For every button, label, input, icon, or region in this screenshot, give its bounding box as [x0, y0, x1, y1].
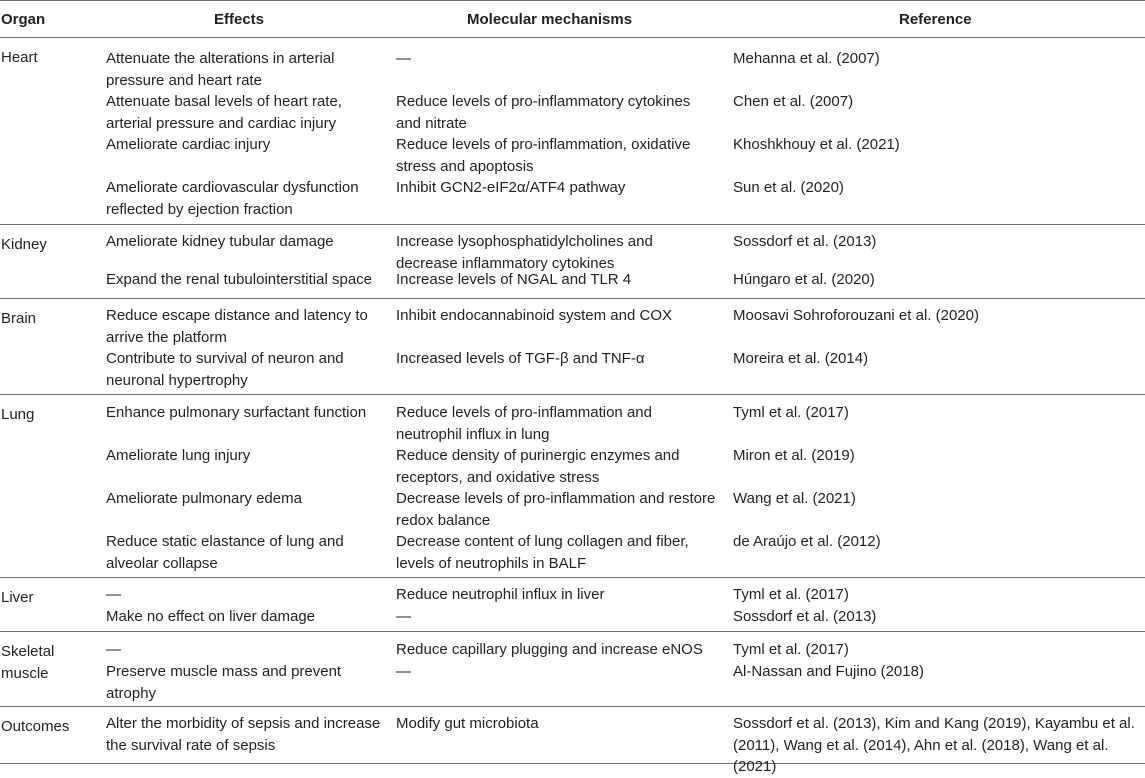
- header-organ: Organ: [1, 11, 46, 28]
- reference-cell: Húngaro et al. (2020): [733, 271, 875, 288]
- organ-cell: Brain: [1, 310, 37, 327]
- reference-cell: de Araújo et al. (2012): [733, 533, 881, 550]
- effect-cell: Ameliorate kidney tubular damage: [106, 233, 334, 250]
- mechanism-cell: Reduce levels of pro-inflammatory cytokines and nitrate: [396, 93, 691, 132]
- organ-cell: Skeletal muscle: [1, 643, 55, 682]
- reference-cell: Sossdorf et al. (2013): [733, 608, 877, 625]
- mechanism-cell: —: [396, 50, 411, 67]
- table-row-group: [0, 38, 1145, 225]
- reference-cell: Khoshkhouy et al. (2021): [733, 136, 900, 153]
- effect-cell: Ameliorate cardiovascular dysfunction reflected by ejection fraction: [106, 179, 359, 218]
- effect-cell: Alter the morbidity of sepsis and increase the survival rate of sepsis: [106, 715, 381, 754]
- reference-cell: Sossdorf et al. (2013): [733, 233, 877, 250]
- reference-cell: Sun et al. (2020): [733, 179, 844, 196]
- reference-cell: Moosavi Sohroforouzani et al. (2020): [733, 307, 979, 324]
- effect-cell: Ameliorate lung injury: [106, 447, 251, 464]
- reference-cell: Mehanna et al. (2007): [733, 50, 880, 67]
- effect-cell: Ameliorate pulmonary edema: [106, 490, 302, 507]
- effect-cell: Reduce static elastance of lung and alveolar collapse: [106, 533, 344, 572]
- organ-cell: Heart: [1, 49, 38, 66]
- table-row-group: [0, 395, 1145, 578]
- organ-cell: Lung: [1, 406, 35, 423]
- mechanism-cell: —: [396, 608, 411, 625]
- reference-cell: Moreira et al. (2014): [733, 350, 869, 367]
- reference-cell: Sossdorf et al. (2013), Kim and Kang (2019), Kayambu et al. (2011), Wang et al. (2014), Ahn et al. (2018), Wang et al. (2021): [733, 715, 1135, 775]
- reference-cell: Al-Nassan and Fujino (2018): [733, 663, 924, 680]
- mechanism-cell: Decrease content of lung collagen and fiber, levels of neutrophils in BALF: [396, 533, 689, 572]
- effect-cell: Expand the renal tubulointerstitial space: [106, 271, 373, 288]
- mechanism-cell: Reduce levels of pro-inflammation, oxidative stress and apoptosis: [396, 136, 691, 175]
- reference-cell: Miron et al. (2019): [733, 447, 855, 464]
- reference-cell: Wang et al. (2021): [733, 490, 856, 507]
- mechanism-cell: —: [396, 663, 411, 680]
- mechanism-cell: Increased levels of TGF-β and TNF-α: [396, 350, 645, 367]
- header-reference: Reference: [899, 11, 972, 28]
- mechanism-cell: Increase levels of NGAL and TLR 4: [396, 271, 632, 288]
- mechanism-cell: Inhibit GCN2-eIF2α/ATF4 pathway: [396, 179, 626, 196]
- organ-cell: Outcomes: [1, 718, 70, 735]
- effect-cell: Contribute to survival of neuron and neuronal hypertrophy: [106, 350, 344, 389]
- table-row-group: [0, 707, 1145, 775]
- reference-cell: Tyml et al. (2017): [733, 586, 849, 603]
- mechanism-cell: Inhibit endocannabinoid system and COX: [396, 307, 673, 324]
- table-row-group: [0, 632, 1145, 707]
- header-effects: Effects: [214, 11, 265, 28]
- effect-cell: —: [106, 586, 121, 603]
- effect-cell: Make no effect on liver damage: [106, 608, 316, 625]
- reference-cell: Tyml et al. (2017): [733, 404, 849, 421]
- mechanism-cell: Reduce capillary plugging and increase eNOS: [396, 641, 703, 658]
- mechanism-cell: Decrease levels of pro-inflammation and restore redox balance: [396, 490, 716, 529]
- table-header: [0, 0, 1145, 38]
- reference-cell: Chen et al. (2007): [733, 93, 854, 110]
- effect-cell: Attenuate the alterations in arterial pressure and heart rate: [106, 50, 335, 89]
- mechanism-cell: Reduce neutrophil influx in liver: [396, 586, 605, 603]
- table-row-group: [0, 578, 1145, 632]
- mechanism-cell: Modify gut microbiota: [396, 715, 539, 732]
- effect-cell: —: [106, 641, 121, 658]
- mechanism-cell: Increase lysophosphatidylcholines and decrease inflammatory cytokines: [396, 233, 653, 272]
- table-row-group: [0, 299, 1145, 395]
- effect-cell: Reduce escape distance and latency to arrive the platform: [106, 307, 368, 346]
- organ-cell: Kidney: [1, 236, 47, 253]
- effect-cell: Preserve muscle mass and prevent atrophy: [106, 663, 342, 702]
- mechanism-cell: Reduce density of purinergic enzymes and receptors, and oxidative stress: [396, 447, 680, 486]
- reference-cell: Tyml et al. (2017): [733, 641, 849, 658]
- effect-cell: Attenuate basal levels of heart rate, arterial pressure and cardiac injury: [106, 93, 342, 132]
- header-mechanisms: Molecular mechanisms: [467, 11, 633, 28]
- effect-cell: Ameliorate cardiac injury: [106, 136, 271, 153]
- effect-cell: Enhance pulmonary surfactant function: [106, 404, 367, 421]
- organ-cell: Liver: [1, 589, 34, 606]
- mechanism-cell: Reduce levels of pro-inflammation and neutrophil influx in lung: [396, 404, 652, 443]
- table-row-group: [0, 225, 1145, 299]
